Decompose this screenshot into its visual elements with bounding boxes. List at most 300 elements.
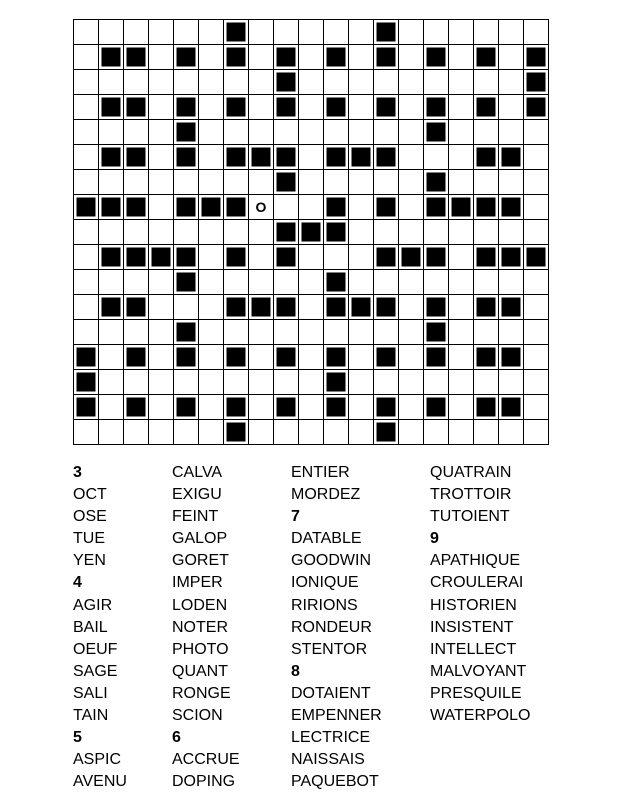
grid-cell[interactable] — [374, 270, 399, 295]
black-cell — [324, 295, 349, 320]
grid-cell[interactable] — [174, 20, 199, 45]
grid-cell[interactable] — [474, 120, 499, 145]
grid-cell[interactable] — [299, 320, 324, 345]
black-cell — [99, 45, 124, 70]
grid-cell[interactable] — [199, 145, 224, 170]
grid-cell[interactable] — [224, 170, 249, 195]
grid-cell[interactable] — [224, 70, 249, 95]
grid-cell[interactable] — [224, 370, 249, 395]
grid-cell[interactable] — [349, 20, 374, 45]
grid-cell[interactable] — [424, 20, 449, 45]
black-square — [127, 398, 146, 417]
grid-cell[interactable] — [349, 320, 374, 345]
grid-cell[interactable] — [149, 220, 174, 245]
grid-cell[interactable] — [299, 170, 324, 195]
grid-cell[interactable] — [399, 295, 424, 320]
grid-cell[interactable] — [499, 20, 524, 45]
grid-cell[interactable] — [149, 345, 174, 370]
grid-cell[interactable] — [449, 170, 474, 195]
grid-cell[interactable] — [399, 395, 424, 420]
word-entry: DOTAIENT — [291, 684, 371, 702]
grid-cell[interactable] — [274, 20, 299, 45]
grid-cell[interactable] — [324, 20, 349, 45]
grid-cell[interactable] — [224, 120, 249, 145]
black-cell — [174, 145, 199, 170]
black-square — [127, 98, 146, 117]
grid-cell[interactable] — [124, 270, 149, 295]
grid-cell[interactable] — [474, 420, 499, 445]
black-cell — [424, 320, 449, 345]
black-square — [177, 123, 196, 142]
grid-cell[interactable] — [399, 95, 424, 120]
grid-cell[interactable] — [324, 120, 349, 145]
grid-cell[interactable] — [149, 270, 174, 295]
grid-cell[interactable] — [399, 320, 424, 345]
grid-cell[interactable] — [374, 170, 399, 195]
grid-cell[interactable] — [149, 370, 174, 395]
grid-cell[interactable] — [424, 220, 449, 245]
black-cell — [224, 245, 249, 270]
grid-cell[interactable] — [399, 220, 424, 245]
grid-cell[interactable] — [74, 70, 99, 95]
grid-cell[interactable] — [474, 370, 499, 395]
grid-cell[interactable] — [124, 320, 149, 345]
grid-cell[interactable] — [149, 295, 174, 320]
grid-cell[interactable] — [149, 195, 174, 220]
grid-cell[interactable] — [74, 145, 99, 170]
grid-cell[interactable] — [524, 320, 549, 345]
grid-cell[interactable] — [449, 45, 474, 70]
grid-cell[interactable] — [249, 245, 274, 270]
grid-cell[interactable] — [399, 420, 424, 445]
black-square — [527, 248, 546, 267]
grid-cell[interactable] — [124, 120, 149, 145]
grid-cell[interactable] — [424, 420, 449, 445]
grid-cell[interactable] — [224, 220, 249, 245]
grid-cell[interactable] — [324, 420, 349, 445]
black-square — [377, 98, 396, 117]
black-cell — [124, 95, 149, 120]
grid-cell[interactable] — [199, 245, 224, 270]
grid-cell[interactable] — [299, 20, 324, 45]
grid-cell[interactable] — [124, 70, 149, 95]
grid-cell[interactable] — [399, 370, 424, 395]
grid-cell[interactable] — [99, 420, 124, 445]
word-entry: FEINT — [172, 508, 219, 526]
grid-cell[interactable] — [74, 245, 99, 270]
black-cell — [299, 220, 324, 245]
black-square — [527, 48, 546, 67]
grid-cell[interactable] — [449, 395, 474, 420]
grid-cell[interactable] — [124, 20, 149, 45]
grid-cell[interactable] — [474, 270, 499, 295]
black-square — [227, 298, 246, 317]
word-entry: CROULERAI — [430, 574, 524, 592]
grid-cell[interactable] — [99, 70, 124, 95]
grid-cell[interactable] — [324, 170, 349, 195]
grid-cell[interactable] — [349, 120, 374, 145]
grid-cell[interactable] — [149, 320, 174, 345]
grid-cell[interactable] — [174, 70, 199, 95]
grid-cell[interactable] — [349, 220, 374, 245]
grid-cell[interactable] — [149, 20, 174, 45]
grid-cell[interactable] — [399, 20, 424, 45]
black-square — [327, 273, 346, 292]
grid-cell[interactable] — [349, 45, 374, 70]
word-entry: GORET — [172, 552, 229, 570]
black-cell — [124, 195, 149, 220]
grid-cell[interactable] — [349, 395, 374, 420]
grid-cell[interactable] — [524, 270, 549, 295]
word-column-4 — [430, 462, 530, 727]
black-cell — [174, 95, 199, 120]
grid-cell[interactable] — [499, 320, 524, 345]
grid-cell[interactable] — [424, 370, 449, 395]
grid-cell[interactable] — [199, 45, 224, 70]
grid-cell[interactable] — [274, 195, 299, 220]
grid-cell[interactable] — [299, 145, 324, 170]
word-length-heading: 4 — [73, 574, 82, 592]
grid-cell[interactable] — [174, 295, 199, 320]
grid-cell[interactable] — [249, 45, 274, 70]
black-cell — [224, 345, 249, 370]
grid-cell[interactable] — [174, 170, 199, 195]
grid-cell[interactable] — [399, 45, 424, 70]
grid-cell[interactable] — [274, 320, 299, 345]
grid-cell[interactable] — [124, 370, 149, 395]
word-entry: PHOTO — [172, 640, 229, 658]
black-square — [352, 298, 371, 317]
grid-cell[interactable] — [424, 70, 449, 95]
word-entry: TROTTOIR — [430, 486, 512, 504]
grid-cell[interactable] — [249, 270, 274, 295]
grid-cell[interactable] — [399, 120, 424, 145]
grid-cell[interactable] — [249, 320, 274, 345]
grid-cell[interactable] — [524, 20, 549, 45]
grid-cell[interactable] — [524, 395, 549, 420]
grid-cell[interactable] — [299, 120, 324, 145]
grid-cell[interactable] — [399, 170, 424, 195]
grid-cell[interactable] — [149, 120, 174, 145]
grid-cell[interactable] — [99, 345, 124, 370]
grid-cell[interactable] — [299, 195, 324, 220]
word-entry: EXIGU — [172, 486, 222, 504]
black-cell — [524, 45, 549, 70]
word-entry: AGIR — [73, 596, 113, 614]
grid-cell[interactable] — [274, 270, 299, 295]
grid-cell[interactable] — [74, 420, 99, 445]
word-column-3 — [291, 462, 382, 793]
black-square — [227, 148, 246, 167]
black-cell — [499, 345, 524, 370]
black-cell — [274, 245, 299, 270]
grid-cell[interactable] — [249, 170, 274, 195]
grid-cell[interactable] — [99, 370, 124, 395]
word-entry: HISTORIEN — [430, 596, 517, 614]
grid-cell[interactable] — [524, 145, 549, 170]
grid-cell[interactable] — [99, 220, 124, 245]
grid-cell[interactable] — [349, 170, 374, 195]
grid-cell[interactable] — [99, 320, 124, 345]
grid-cell[interactable] — [249, 345, 274, 370]
grid-cell[interactable] — [149, 45, 174, 70]
grid-cell[interactable] — [399, 70, 424, 95]
grid-cell[interactable] — [349, 370, 374, 395]
grid-cell[interactable] — [524, 220, 549, 245]
grid-cell[interactable] — [199, 295, 224, 320]
grid-cell[interactable] — [74, 295, 99, 320]
grid-cell[interactable] — [449, 320, 474, 345]
black-cell — [424, 195, 449, 220]
black-square — [277, 348, 296, 367]
grid-cell[interactable] — [249, 195, 274, 220]
grid-cell[interactable] — [449, 20, 474, 45]
black-cell — [424, 395, 449, 420]
grid-cell[interactable] — [499, 95, 524, 120]
grid-cell[interactable] — [374, 70, 399, 95]
grid-cell[interactable] — [74, 120, 99, 145]
black-square — [327, 198, 346, 217]
grid-cell[interactable] — [274, 120, 299, 145]
black-cell — [424, 45, 449, 70]
grid-cell[interactable] — [174, 420, 199, 445]
grid-cell[interactable] — [299, 95, 324, 120]
word-length-heading: 6 — [172, 729, 181, 747]
black-cell — [374, 95, 399, 120]
grid-cell[interactable] — [99, 20, 124, 45]
word-entry: OSE — [73, 508, 107, 526]
word-entry: WATERPOLO — [430, 707, 531, 725]
black-cell — [99, 245, 124, 270]
grid-cell[interactable] — [299, 295, 324, 320]
grid-cell[interactable] — [524, 120, 549, 145]
grid-cell[interactable] — [199, 345, 224, 370]
grid-cell[interactable] — [124, 170, 149, 195]
black-cell — [274, 170, 299, 195]
grid-cell[interactable] — [99, 270, 124, 295]
grid-cell[interactable] — [449, 245, 474, 270]
grid-cell[interactable] — [149, 420, 174, 445]
grid-cell[interactable] — [224, 320, 249, 345]
grid-cell[interactable] — [274, 370, 299, 395]
grid-cell[interactable] — [524, 170, 549, 195]
grid-cell[interactable] — [199, 95, 224, 120]
grid-cell[interactable] — [349, 70, 374, 95]
black-cell — [474, 245, 499, 270]
grid-cell[interactable] — [374, 120, 399, 145]
grid-cell[interactable] — [99, 170, 124, 195]
grid-cell[interactable] — [449, 270, 474, 295]
grid-cell[interactable] — [349, 345, 374, 370]
grid-cell[interactable] — [449, 370, 474, 395]
black-cell — [274, 295, 299, 320]
black-cell — [374, 345, 399, 370]
black-cell — [224, 20, 249, 45]
grid-cell[interactable] — [424, 270, 449, 295]
black-cell — [474, 45, 499, 70]
black-cell — [274, 345, 299, 370]
grid-cell[interactable] — [499, 45, 524, 70]
grid-cell[interactable] — [349, 245, 374, 270]
grid-cell[interactable] — [499, 220, 524, 245]
word-entry: RIRIONS — [291, 596, 358, 614]
grid-cell[interactable] — [249, 395, 274, 420]
grid-cell[interactable] — [474, 70, 499, 95]
grid-cell[interactable] — [299, 245, 324, 270]
black-cell — [374, 145, 399, 170]
black-square — [502, 248, 521, 267]
black-square — [102, 148, 121, 167]
word-entry: TUTOIENT — [430, 508, 510, 526]
grid-cell[interactable] — [524, 295, 549, 320]
word-entry: RONDEUR — [291, 618, 372, 636]
grid-cell[interactable] — [249, 120, 274, 145]
grid-cell[interactable] — [74, 170, 99, 195]
grid-cell[interactable] — [449, 120, 474, 145]
grid-cell[interactable] — [499, 370, 524, 395]
grid-cell[interactable] — [199, 70, 224, 95]
grid-cell[interactable] — [199, 370, 224, 395]
grid-cell[interactable] — [124, 220, 149, 245]
grid-cell[interactable] — [74, 270, 99, 295]
grid-cell[interactable] — [74, 220, 99, 245]
black-square — [252, 298, 271, 317]
black-square — [377, 248, 396, 267]
grid-cell[interactable] — [299, 270, 324, 295]
grid-cell[interactable] — [149, 95, 174, 120]
grid-cell[interactable] — [349, 195, 374, 220]
grid-cell[interactable] — [299, 395, 324, 420]
grid-cell[interactable] — [374, 220, 399, 245]
grid-cell[interactable] — [449, 295, 474, 320]
grid-cell[interactable] — [524, 345, 549, 370]
grid-cell[interactable] — [374, 370, 399, 395]
grid-cell[interactable] — [349, 270, 374, 295]
word-entry: GOODWIN — [291, 552, 371, 570]
black-square — [177, 148, 196, 167]
black-square — [277, 248, 296, 267]
grid-cell[interactable] — [149, 145, 174, 170]
grid-cell[interactable] — [199, 420, 224, 445]
grid-cell[interactable] — [524, 420, 549, 445]
grid-cell[interactable] — [199, 120, 224, 145]
grid-cell[interactable] — [324, 245, 349, 270]
grid-cell[interactable] — [149, 170, 174, 195]
grid-cell[interactable] — [399, 270, 424, 295]
grid-cell[interactable] — [449, 220, 474, 245]
black-square — [427, 398, 446, 417]
grid-cell[interactable] — [174, 220, 199, 245]
grid-cell[interactable] — [324, 320, 349, 345]
black-cell — [74, 195, 99, 220]
grid-cell[interactable] — [199, 320, 224, 345]
black-square — [327, 223, 346, 242]
grid-cell[interactable] — [224, 270, 249, 295]
grid-cell[interactable] — [449, 70, 474, 95]
black-square — [402, 248, 421, 267]
grid-cell[interactable] — [449, 345, 474, 370]
grid-cell[interactable] — [249, 95, 274, 120]
grid-cell[interactable] — [499, 70, 524, 95]
black-cell — [474, 395, 499, 420]
grid-cell[interactable] — [299, 70, 324, 95]
grid-cell[interactable] — [349, 420, 374, 445]
grid-cell[interactable] — [199, 170, 224, 195]
grid-cell[interactable] — [74, 95, 99, 120]
grid-cell[interactable] — [249, 20, 274, 45]
grid-cell[interactable] — [349, 95, 374, 120]
grid-cell[interactable] — [174, 370, 199, 395]
grid-cell[interactable] — [199, 395, 224, 420]
grid-cell[interactable] — [124, 420, 149, 445]
grid-cell[interactable] — [199, 270, 224, 295]
grid-cell[interactable] — [424, 145, 449, 170]
grid-cell[interactable] — [374, 320, 399, 345]
black-square — [327, 398, 346, 417]
black-cell — [224, 95, 249, 120]
black-square — [477, 348, 496, 367]
grid-cell[interactable] — [474, 220, 499, 245]
grid-cell[interactable] — [249, 420, 274, 445]
grid-cell[interactable] — [524, 195, 549, 220]
grid-cell[interactable] — [299, 420, 324, 445]
grid-cell[interactable] — [324, 70, 349, 95]
grid-cell[interactable] — [274, 420, 299, 445]
grid-cell[interactable] — [499, 120, 524, 145]
grid-cell[interactable] — [199, 20, 224, 45]
grid-cell[interactable] — [449, 95, 474, 120]
grid-cell[interactable] — [524, 370, 549, 395]
grid-cell[interactable] — [74, 45, 99, 70]
grid-cell[interactable] — [299, 370, 324, 395]
grid-cell[interactable] — [474, 170, 499, 195]
grid-cell[interactable] — [99, 120, 124, 145]
grid-cell[interactable] — [399, 145, 424, 170]
grid-cell[interactable] — [399, 345, 424, 370]
grid-cell[interactable] — [299, 345, 324, 370]
black-cell — [474, 195, 499, 220]
grid-cell[interactable] — [74, 20, 99, 45]
grid-cell[interactable] — [249, 220, 274, 245]
grid-cell[interactable] — [474, 20, 499, 45]
grid-cell[interactable] — [199, 220, 224, 245]
grid-cell[interactable] — [449, 420, 474, 445]
grid-cell[interactable] — [399, 195, 424, 220]
black-cell — [99, 145, 124, 170]
grid-cell[interactable] — [99, 395, 124, 420]
black-square — [377, 198, 396, 217]
black-square — [527, 73, 546, 92]
grid-cell[interactable] — [74, 320, 99, 345]
grid-cell[interactable] — [299, 45, 324, 70]
grid-cell[interactable] — [149, 70, 174, 95]
grid-cell[interactable] — [249, 70, 274, 95]
grid-cell[interactable] — [249, 370, 274, 395]
black-cell — [324, 45, 349, 70]
grid-cell[interactable] — [499, 420, 524, 445]
black-square — [502, 148, 521, 167]
black-square — [377, 423, 396, 442]
black-cell — [249, 295, 274, 320]
grid-cell[interactable] — [499, 170, 524, 195]
grid-cell[interactable] — [474, 320, 499, 345]
black-square — [277, 398, 296, 417]
black-square — [102, 298, 121, 317]
grid-cell[interactable] — [449, 145, 474, 170]
grid-cell[interactable] — [499, 270, 524, 295]
grid-cell[interactable] — [149, 395, 174, 420]
black-square — [127, 248, 146, 267]
